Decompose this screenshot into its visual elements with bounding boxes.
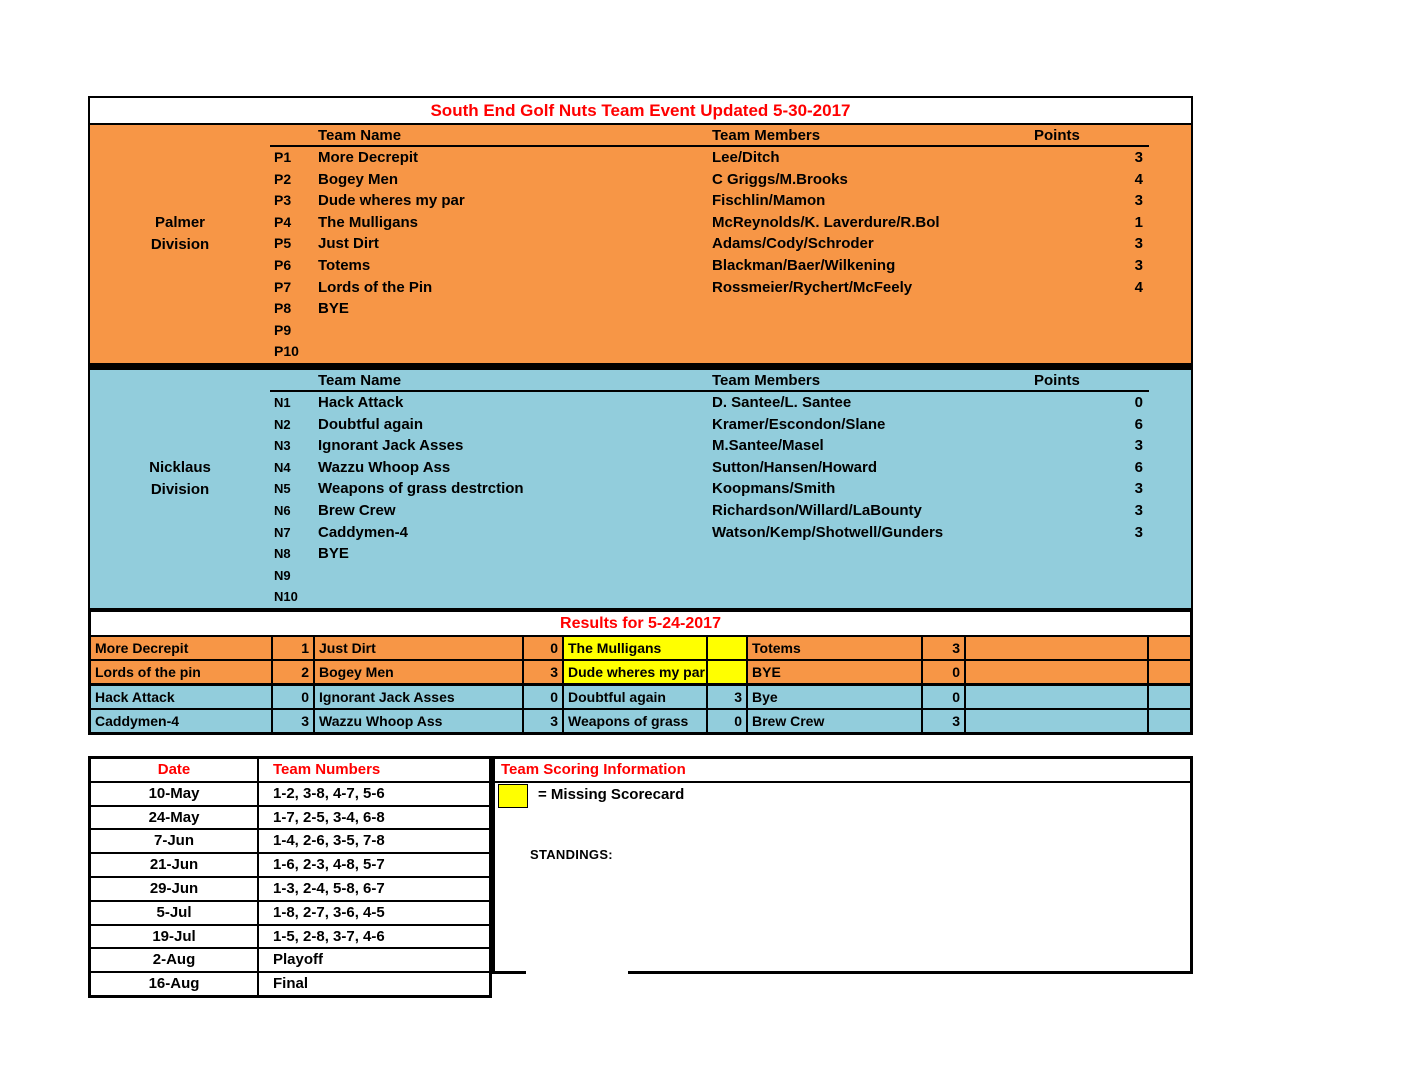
team-name: Caddymen-4 <box>318 523 409 541</box>
team-points <box>1002 341 1149 363</box>
team-members <box>712 543 1002 565</box>
results-cell: 0 <box>273 686 315 708</box>
team-members: Rossmeier/Rychert/McFeely <box>712 278 913 296</box>
team-name <box>309 341 712 363</box>
results-cell: More Decrepit <box>91 637 273 659</box>
team-row <box>270 478 1191 500</box>
team-row <box>270 522 1191 544</box>
team-name: Ignorant Jack Asses <box>318 437 464 455</box>
division-name: Palmer <box>154 214 206 231</box>
results-cell: 2 <box>273 661 315 683</box>
schedule-team-numbers: 1-3, 2-4, 5-8, 6-7 <box>273 880 385 898</box>
team-number: P4 <box>274 213 292 230</box>
team-number: N1 <box>274 394 291 410</box>
schedule-row <box>91 926 489 950</box>
team-number: N5 <box>274 481 291 497</box>
team-members-header: Team Members <box>712 125 1002 147</box>
team-number: N7 <box>274 524 291 540</box>
schedule-row <box>91 973 489 995</box>
team-number: P10 <box>274 343 299 360</box>
team-members: Watson/Kemp/Shotwell/Gunders <box>712 523 944 541</box>
results-cell <box>1149 686 1190 708</box>
results-cell: 0 <box>524 686 564 708</box>
schedule-row <box>91 783 489 807</box>
team-row <box>270 147 1191 169</box>
team-name: Lords of the Pin <box>318 278 433 296</box>
team-members <box>712 341 1002 363</box>
team-members: Adams/Cody/Schroder <box>712 235 874 253</box>
team-number: P2 <box>274 170 292 187</box>
column-header-row <box>270 370 1191 392</box>
schedule-team-numbers: 1-6, 2-3, 4-8, 5-7 <box>273 856 385 874</box>
schedule-date: 7-Jun <box>91 830 259 852</box>
team-row <box>270 277 1191 299</box>
results-cell: 3 <box>524 661 564 683</box>
team-number: P1 <box>274 149 292 165</box>
team-points <box>1002 320 1149 342</box>
schedule-date: 10-May <box>91 783 259 805</box>
team-name <box>309 565 712 587</box>
team-number: P5 <box>274 235 292 252</box>
team-name-header: Team Name <box>309 125 712 147</box>
results-cell: Just Dirt <box>315 637 524 659</box>
results-table <box>88 610 1193 735</box>
team-row <box>270 320 1191 342</box>
team-members: Fischlin/Mamon <box>712 192 826 210</box>
results-cell: 3 <box>923 710 966 732</box>
schedule-date: 16-Aug <box>91 973 259 995</box>
team-name: Bogey Men <box>318 170 399 188</box>
team-members: C Griggs/M.Brooks <box>712 170 848 188</box>
results-cell: 1 <box>273 637 315 659</box>
team-points: 3 <box>1134 149 1143 166</box>
team-row <box>270 233 1191 255</box>
scoring-info-panel <box>492 756 1193 974</box>
team-name <box>309 320 712 342</box>
team-members: Kramer/Escondon/Slane <box>712 415 886 433</box>
team-name: Doubtful again <box>318 415 423 433</box>
team-members: Richardson/Willard/LaBounty <box>712 501 922 519</box>
team-points: 4 <box>1134 170 1143 188</box>
team-name-header: Team Name <box>309 370 712 392</box>
results-cell: Wazzu Whoop Ass <box>315 710 524 732</box>
results-title: Results for 5-24-2017 <box>91 612 1190 637</box>
points-header: Points <box>1002 370 1149 392</box>
results-cell: Weapons of grass <box>564 710 708 732</box>
team-members <box>712 565 1002 587</box>
division-name-line2: Division <box>150 235 210 253</box>
team-number: P6 <box>274 256 292 273</box>
team-name: BYE <box>318 545 349 563</box>
team-points: 3 <box>1134 480 1143 498</box>
team-points: 3 <box>1134 192 1143 210</box>
team-number: N2 <box>274 416 291 432</box>
division-label <box>90 125 270 363</box>
schedule-team-numbers: Final <box>273 975 309 993</box>
results-cell <box>708 637 748 659</box>
team-points: 3 <box>1134 523 1143 541</box>
standings-table <box>88 96 1193 610</box>
schedule-table <box>88 756 492 998</box>
results-cell <box>966 710 1149 732</box>
schedule-row <box>91 854 489 878</box>
schedule-team-numbers: 1-7, 2-5, 3-4, 6-8 <box>273 808 385 826</box>
team-members: D. Santee/L. Santee <box>712 393 852 411</box>
team-name: Weapons of grass destrction <box>318 480 524 498</box>
section-divider <box>90 363 1191 370</box>
team-members: M.Santee/Masel <box>712 437 824 455</box>
spreadsheet <box>88 96 1193 998</box>
team-points: 1 <box>1134 213 1143 231</box>
team-row <box>270 457 1191 479</box>
schedule-date: 21-Jun <box>91 854 259 876</box>
results-cell: BYE <box>748 661 923 683</box>
team-points <box>1002 565 1149 587</box>
schedule-team-numbers: Playoff <box>273 951 324 969</box>
schedule-row <box>91 878 489 902</box>
results-cell <box>708 661 748 683</box>
points-header: Points <box>1002 125 1149 147</box>
schedule-row <box>91 830 489 854</box>
results-cell: Dude wheres my par <box>564 661 708 683</box>
schedule-row <box>91 807 489 831</box>
panel-bottom-border-right <box>628 971 1190 974</box>
team-members: Koopmans/Smith <box>712 480 836 498</box>
results-row <box>91 637 1190 661</box>
results-cell: Bye <box>748 686 923 708</box>
results-cell: Totems <box>748 637 923 659</box>
team-name: Dude wheres my par <box>318 192 465 210</box>
team-number: N9 <box>274 567 291 583</box>
team-number: N8 <box>274 546 291 562</box>
team-number: P9 <box>274 321 292 338</box>
team-name: The Mulligans <box>318 213 419 231</box>
results-cell: 3 <box>708 686 748 708</box>
team-members: McReynolds/K. Laverdure/R.Bol <box>712 213 940 231</box>
results-row <box>91 661 1190 686</box>
team-row <box>270 565 1191 587</box>
team-members <box>712 320 1002 342</box>
results-cell: The Mulligans <box>564 637 708 659</box>
team-members-header: Team Members <box>712 370 1002 392</box>
team-number: P8 <box>274 300 292 317</box>
schedule-rows <box>91 783 489 995</box>
team-points: 6 <box>1134 458 1143 476</box>
column-header-row <box>270 125 1191 147</box>
results-row <box>91 686 1190 710</box>
results-cell <box>1149 637 1190 659</box>
results-cell: 3 <box>524 710 564 732</box>
schedule-date: 2-Aug <box>91 949 259 971</box>
schedule-header-row <box>91 759 489 783</box>
schedule-row <box>91 949 489 973</box>
team-points <box>1002 298 1149 320</box>
team-name: BYE <box>318 300 349 318</box>
standings-label: STANDINGS: <box>530 846 613 862</box>
team-members <box>712 298 1002 320</box>
team-name: Wazzu Whoop Ass <box>318 458 451 476</box>
results-cell: Doubtful again <box>564 686 708 708</box>
schedule-team-numbers: 1-4, 2-6, 3-5, 7-8 <box>273 832 385 850</box>
results-cell: 0 <box>524 637 564 659</box>
results-cell: 3 <box>923 637 966 659</box>
team-members: Blackman/Baer/Wilkening <box>712 256 896 274</box>
date-header: Date <box>91 759 259 781</box>
team-name: Brew Crew <box>318 501 396 519</box>
scoring-info-title: Team Scoring Information <box>495 759 1190 783</box>
team-row <box>270 255 1191 277</box>
results-cell: 3 <box>273 710 315 732</box>
panel-bottom-border-left <box>495 971 526 974</box>
team-row <box>270 169 1191 191</box>
results-cell: Bogey Men <box>315 661 524 683</box>
team-members <box>712 586 1002 608</box>
schedule-team-numbers: 1-2, 3-8, 4-7, 5-6 <box>273 784 385 802</box>
team-points: 0 <box>1134 393 1143 411</box>
results-cell <box>966 686 1149 708</box>
team-number: N10 <box>274 589 298 605</box>
missing-scorecard-label: = Missing Scorecard <box>538 785 685 803</box>
team-row <box>270 435 1191 457</box>
schedule-date: 5-Jul <box>91 902 259 924</box>
team-row <box>270 500 1191 522</box>
team-row <box>270 586 1191 608</box>
team-name: Totems <box>318 256 371 274</box>
team-number: N4 <box>274 459 291 475</box>
results-cell <box>1149 661 1190 683</box>
palmer-division-section <box>90 125 1191 363</box>
results-rows <box>91 637 1190 732</box>
schedule-team-numbers: 1-5, 2-8, 3-7, 4-6 <box>273 927 385 945</box>
team-points: 3 <box>1134 501 1143 519</box>
schedule-row <box>91 902 489 926</box>
team-points: 6 <box>1134 415 1143 433</box>
results-cell: Lords of the pin <box>91 661 273 683</box>
sheet-title: South End Golf Nuts Team Event Updated 5-30-2017 <box>90 98 1191 125</box>
schedule-date: 19-Jul <box>91 926 259 948</box>
schedule-date: 29-Jun <box>91 878 259 900</box>
results-cell: 0 <box>708 710 748 732</box>
team-points: 3 <box>1134 235 1143 253</box>
team-row <box>270 298 1191 320</box>
team-row <box>270 212 1191 234</box>
team-number: P7 <box>274 278 292 295</box>
team-points <box>1002 543 1149 565</box>
team-name: Hack Attack <box>318 393 404 411</box>
division-label <box>90 370 270 608</box>
team-name <box>309 586 712 608</box>
results-cell: Caddymen-4 <box>91 710 273 732</box>
missing-scorecard-swatch <box>498 784 528 808</box>
team-row <box>270 341 1191 363</box>
team-points: 3 <box>1134 437 1143 455</box>
division-name-line2: Division <box>150 480 210 498</box>
team-numbers-header: Team Numbers <box>273 760 381 778</box>
results-cell: 0 <box>923 661 966 683</box>
team-points: 4 <box>1134 278 1143 296</box>
team-number: N6 <box>274 502 291 518</box>
results-row <box>91 710 1190 732</box>
results-cell <box>966 637 1149 659</box>
team-row <box>270 414 1191 436</box>
team-points <box>1002 586 1149 608</box>
team-name: More Decrepit <box>318 149 419 166</box>
team-number: N3 <box>274 438 291 454</box>
team-members: Sutton/Hansen/Howard <box>712 458 878 476</box>
schedule-team-numbers: 1-8, 2-7, 3-6, 4-5 <box>273 903 385 921</box>
nicklaus-division-section <box>90 370 1191 608</box>
results-cell: Ignorant Jack Asses <box>315 686 524 708</box>
results-cell: Brew Crew <box>748 710 923 732</box>
division-name: Nicklaus <box>149 458 211 476</box>
team-row <box>270 392 1191 414</box>
team-points: 3 <box>1134 256 1143 274</box>
bottom-section <box>88 756 1193 998</box>
results-cell <box>966 661 1149 683</box>
team-row <box>270 190 1191 212</box>
results-cell: Hack Attack <box>91 686 273 708</box>
team-row <box>270 543 1191 565</box>
team-name: Just Dirt <box>318 235 379 253</box>
team-number: P3 <box>274 192 292 209</box>
results-cell: 0 <box>923 686 966 708</box>
schedule-date: 24-May <box>91 807 259 829</box>
team-members: Lee/Ditch <box>712 149 780 166</box>
results-cell <box>1149 710 1190 732</box>
